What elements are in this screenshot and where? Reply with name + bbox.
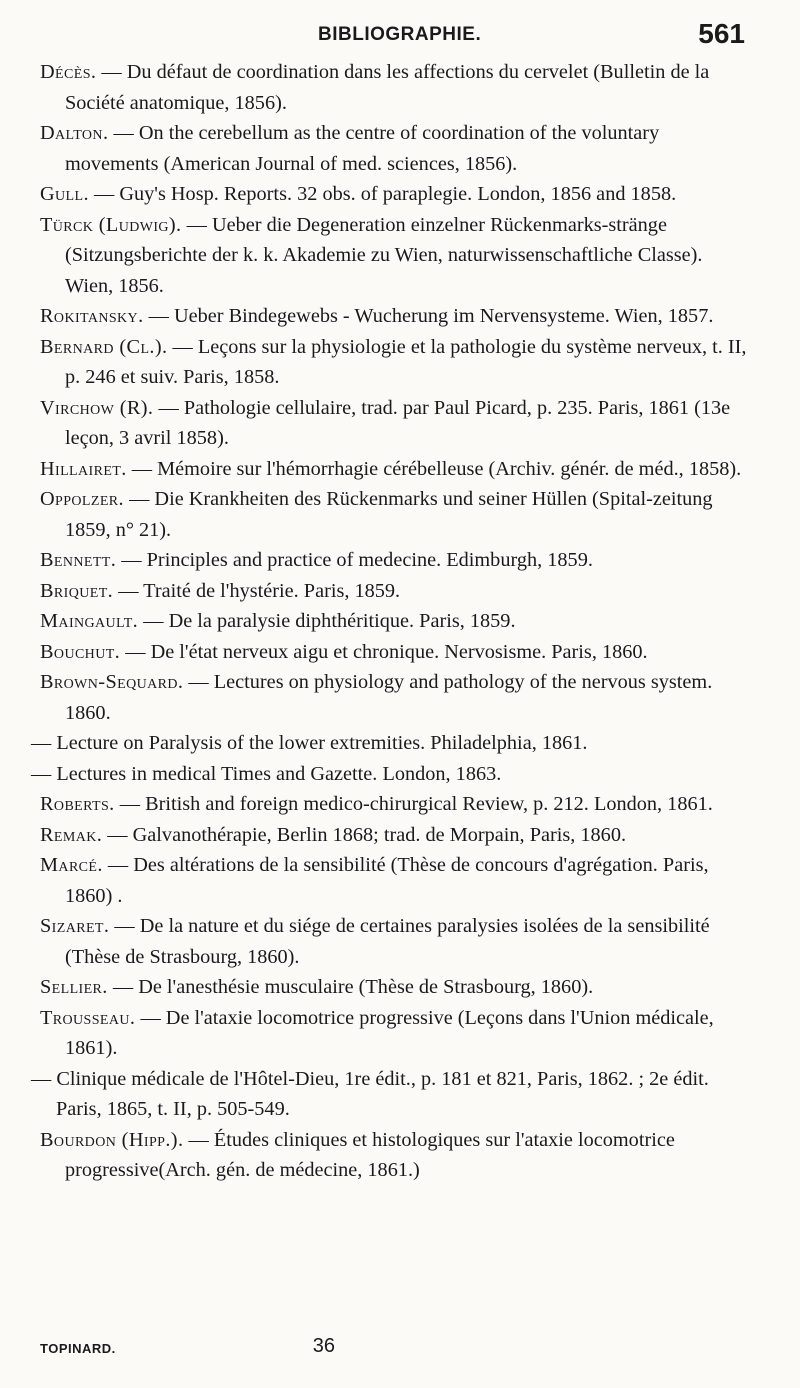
entry-author: Briquet.	[40, 579, 114, 602]
bibliography-entry	[31, 759, 750, 790]
entry-author: Roberts.	[40, 793, 115, 815]
entry-text: — De l'état nerveux aigu et chronique. Nervosisme. Paris, 1860.	[120, 640, 648, 663]
entry-author: Bourdon (Hipp.).	[40, 1128, 184, 1151]
entry-text: — De la nature et du siége de certaines paralysies isolées de la sensibilité (Thèse de Strasbourg, 1860).	[65, 915, 710, 968]
entry-text: — Du défaut de coordination dans les affections du cervelet (Bulletin de la Société anatomique, 1856).	[65, 61, 710, 114]
entry-author: Dalton.	[40, 122, 109, 144]
entry-text: — De l'ataxie locomotrice progressive (Leçons dans l'Union médicale, 1861).	[65, 1006, 714, 1059]
entry-author: Remak.	[40, 823, 103, 846]
bibliography-entry	[40, 545, 750, 576]
bibliography-entry	[40, 637, 750, 668]
bibliography-entry	[40, 484, 750, 545]
entry-author: Gull.	[40, 183, 89, 205]
entry-text: — Des altérations de la sensibilité (Thèse de concours d'agrégation. Paris, 1860) .	[65, 854, 709, 907]
entry-text: — Traité de l'hystérie. Paris, 1859.	[113, 579, 401, 602]
bibliography-entry	[40, 1003, 750, 1064]
bibliography-entry	[31, 728, 750, 759]
entry-text: — Ueber Bindegewebs - Wucherung im Nervensysteme. Wien, 1857.	[143, 305, 714, 327]
entry-author: Brown-Sequard.	[40, 671, 184, 693]
entry-author: Virchow (R).	[40, 396, 154, 419]
entry-text: — De l'anesthésie musculaire (Thèse de Strasbourg, 1860).	[107, 976, 594, 998]
entry-author: Trousseau.	[40, 1006, 136, 1029]
bibliography-entry	[40, 667, 750, 728]
entry-text: — De la paralysie diphthéritique. Paris, 1859.	[138, 610, 516, 632]
entry-text: — Lectures in medical Times and Gazette. London, 1863.	[31, 762, 502, 785]
bibliography-entry	[40, 393, 750, 454]
bibliography-entry	[40, 454, 750, 485]
printer-signature: TOPINARD.	[40, 1341, 116, 1356]
running-title: BIBLIOGRAPHIE.	[318, 24, 482, 45]
bibliography-entry	[40, 210, 750, 302]
entry-text: — Galvanothérapie, Berlin 1868; trad. de Morpain, Paris, 1860.	[102, 823, 627, 846]
bibliography-entry	[40, 606, 750, 637]
bibliography-entry	[40, 850, 750, 911]
bibliography-entry	[40, 179, 750, 210]
bibliography-entry	[40, 332, 750, 393]
bibliography-entry	[40, 57, 750, 118]
entry-author: Bernard (Cl.).	[40, 335, 168, 358]
entry-author: Rokitansky.	[40, 305, 144, 327]
entry-text: — Clinique médicale de l'Hôtel-Dieu, 1re édit., p. 181 et 821, Paris, 1862. ; 2e édit. Paris, 1865, t. II, p. 505-549.	[31, 1067, 709, 1120]
entry-author: Sizaret.	[40, 915, 110, 937]
entry-text: — Guy's Hosp. Reports. 32 obs. of paraplegie. London, 1856 and 1858.	[88, 183, 677, 205]
entry-text: — Principles and practice of medecine. Edimburgh, 1859.	[116, 549, 593, 571]
entry-text: — Ueber die Degeneration einzelner Rückenmarks-stränge (Sitzungsberichte der k. k. Akademie zu Wien, naturwissenschaftliche Classe). Wien, 1856.	[65, 213, 703, 297]
bibliography-entry	[40, 576, 750, 607]
bibliography-list	[31, 57, 750, 1186]
entry-author: Décès.	[40, 61, 97, 83]
entry-author: Bouchut.	[40, 640, 121, 663]
page-number: 561	[698, 18, 745, 49]
entry-author: Sellier.	[40, 976, 108, 998]
entry-text: — British and foreign medico-chirurgical Review, p. 212. London, 1861.	[114, 793, 713, 815]
signature-number: 36	[312, 1335, 335, 1357]
bibliography-entry	[31, 1064, 750, 1125]
entry-author: Marcé.	[40, 854, 103, 876]
bibliography-entry	[40, 820, 750, 851]
entry-text: — Pathologie cellulaire, trad. par Paul Picard, p. 235. Paris, 1861 (13e leçon, 3 avril 1858).	[65, 396, 731, 449]
entry-text: — Études cliniques et histologiques sur l'ataxie locomotrice progressive(Arch. gén. de médecine, 1861.)	[65, 1128, 675, 1181]
bibliography-entry	[40, 789, 750, 820]
bibliography-entry	[40, 118, 750, 179]
entry-text: — Leçons sur la physiologie et la pathologie du système nerveux, t. II, p. 246 et suiv. Paris, 1858.	[65, 335, 747, 388]
entry-text: — Die Krankheiten des Rückenmarks und seiner Hüllen (Spital-zeitung 1859, n° 21).	[65, 488, 713, 541]
entry-author: Bennett.	[40, 549, 117, 571]
bibliography-entry	[40, 1125, 750, 1186]
bibliography-entry	[40, 972, 750, 1003]
bibliography-entry	[40, 911, 750, 972]
entry-text: — On the cerebellum as the centre of coordination of the voluntary movements (American Journal of med. sciences, 1856).	[65, 122, 660, 175]
entry-text: — Mémoire sur l'hémorrhagie cérébelleuse (Archiv. génér. de méd., 1858).	[126, 457, 742, 480]
entry-text: — Lectures on physiology and pathology of the nervous system. 1860.	[65, 671, 713, 724]
entry-author: Oppolzer.	[40, 488, 124, 510]
bibliography-entry	[40, 301, 750, 332]
entry-author: Türck (Ludwig).	[40, 213, 182, 236]
entry-author: Maingault.	[40, 610, 139, 632]
entry-text: — Lecture on Paralysis of the lower extremities. Philadelphia, 1861.	[31, 732, 588, 754]
entry-author: Hillairet.	[40, 457, 127, 480]
